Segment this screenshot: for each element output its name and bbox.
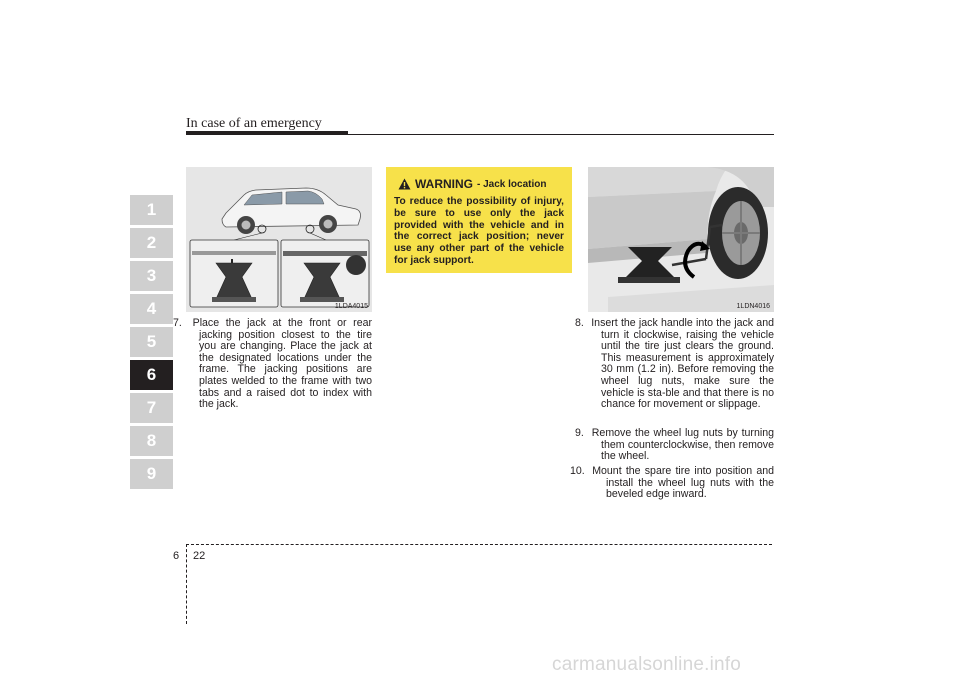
step-8: 8. Insert the jack handle into the jack and turn it clockwise, raising the vehicle until the tire just clears the ground. This measurement is approximately 30 mm (1.2 in). Before removing the wheel lug nuts, make sure the vehicle is sta-ble and that there is no chance for movement or slippage.: [575, 317, 774, 411]
step-10: 10. Mount the spare tire into position and install the wheel lug nuts with the beveled edge inward.: [570, 465, 774, 501]
page-number: 22: [193, 550, 206, 562]
jack-handle-illustration: [588, 167, 774, 312]
warning-text: To reduce the possibility of injury, be sure to use only the jack provided with the vehicle and in the correct jack position; never use any other part of the vehicle for jack support.: [394, 196, 564, 266]
chapter-tab-1[interactable]: 1: [130, 195, 173, 225]
chapter-tab-5[interactable]: 5: [130, 327, 173, 357]
step-7-text: Place the jack at the front or rear jacking position closest to the tire you are changing. Place the jack at the designated locations under the frame. The jacking positions are plates welded to the frame with two tabs and a raised dot to index with the jack.: [192, 317, 373, 411]
warning-box: [386, 167, 572, 273]
warning-triangle-icon: [398, 178, 411, 190]
chapter-tab-7[interactable]: 7: [130, 393, 173, 423]
chapter-tab-6[interactable]: 6: [130, 360, 173, 390]
figure-code-left: 1LDA4015: [334, 303, 368, 310]
figure-code-right: 1LDN4016: [736, 303, 770, 310]
chapter-tab-4[interactable]: 4: [130, 294, 173, 324]
warning-subtitle: - Jack location: [477, 178, 547, 190]
step-9: 9. Remove the wheel lug nuts by turning them counterclockwise, then remove the wheel.: [575, 427, 774, 463]
step-10-text: Mount the spare tire into position and install the wheel lug nuts with the beveled edge inward.: [592, 465, 774, 501]
footer-vertical-rule: [186, 544, 187, 624]
jack-raising-figure: [588, 167, 774, 312]
step-8-text: Insert the jack handle into the jack and turn it clockwise, raising the vehicle until the tire just clears the ground. This measurement is approximately 30 mm (1.2 in). Before removing the wheel lug nuts, make sure the vehicle is sta-ble and that there is no chance for movement or slippage.: [591, 317, 774, 411]
header-rule-thin: [186, 134, 774, 135]
warning-title: WARNING: [415, 177, 473, 191]
chapter-tab-3[interactable]: 3: [130, 261, 173, 291]
chapter-tab-2[interactable]: 2: [130, 228, 173, 258]
step-9-text: Remove the wheel lug nuts by turning them counterclockwise, then remove the wheel.: [591, 427, 774, 463]
car-jack-points-illustration: [186, 167, 372, 312]
chapter-tab-8[interactable]: 8: [130, 426, 173, 456]
jack-location-figure: [186, 167, 372, 312]
step-7: 7. Place the jack at the front or rear jacking position closest to the tire you are changing. Place the jack at the designated locations under the frame. The jacking positions are plates welded to the frame with two tabs and a raised dot to index with the jack.: [173, 317, 373, 411]
warning-header: [398, 177, 546, 191]
watermark: carmanualsonline.info: [552, 654, 742, 675]
page-chapter-number: 6: [173, 550, 180, 562]
page-header-title: In case of an emergency: [186, 116, 322, 131]
chapter-tab-9[interactable]: 9: [130, 459, 173, 489]
footer-rule: [186, 544, 772, 545]
